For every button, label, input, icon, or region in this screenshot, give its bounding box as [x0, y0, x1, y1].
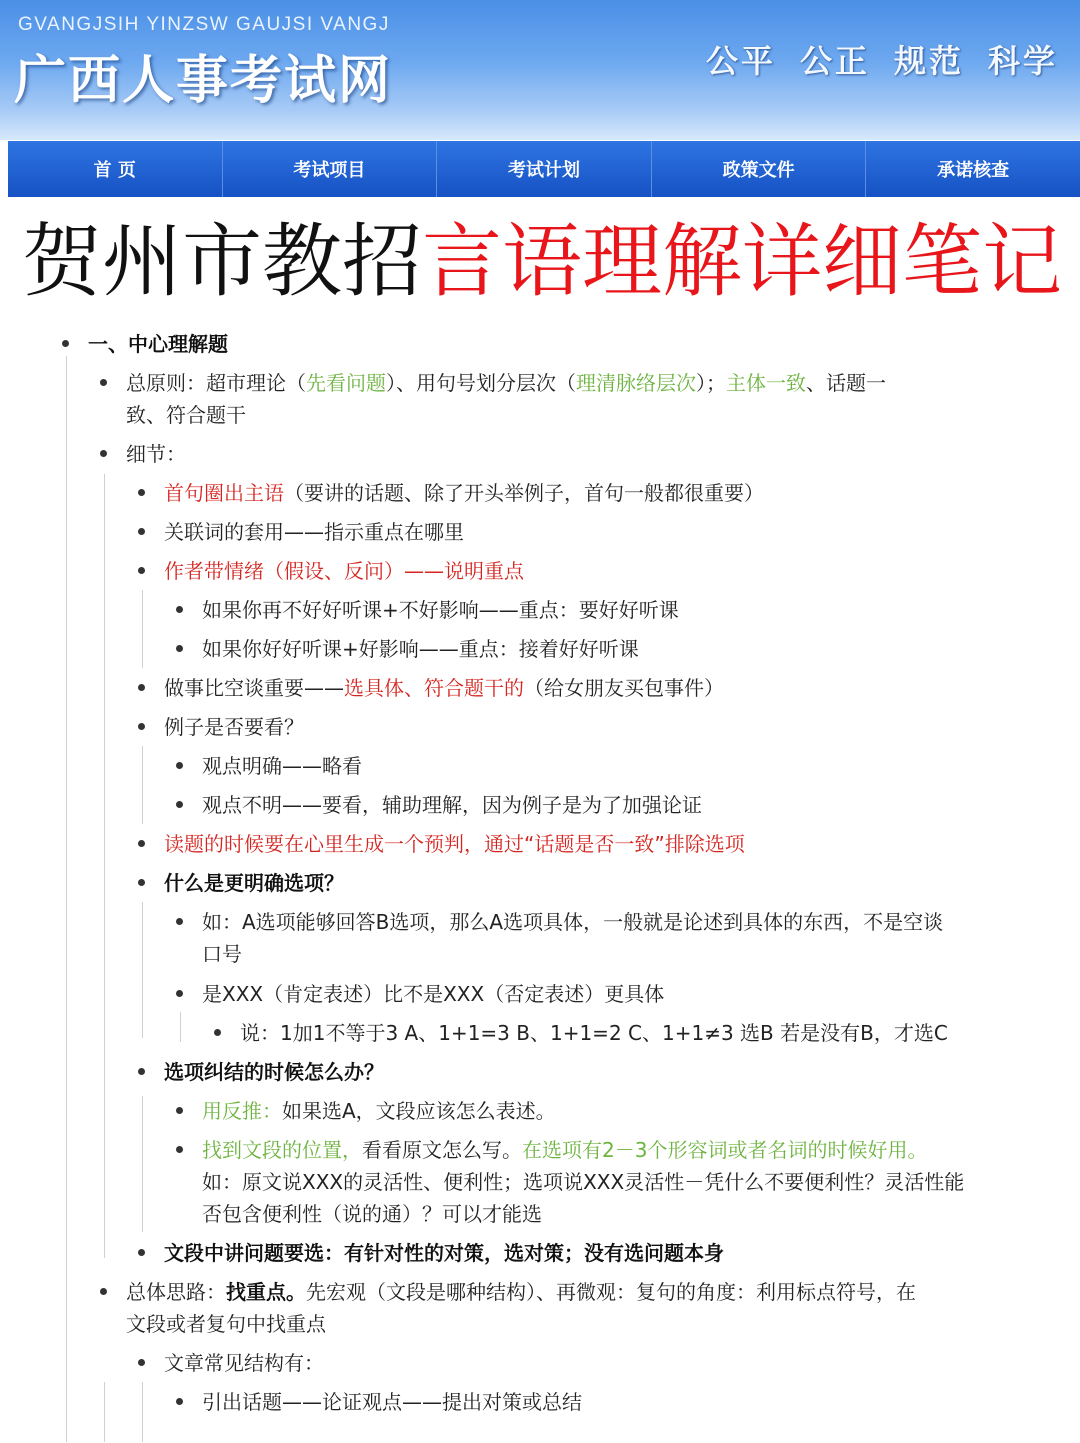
site-logo-text[interactable]: 广西人事考试网 [14, 50, 393, 111]
outline-guide-line [104, 1382, 105, 1442]
list-item-d3b: 如果你好好听课+好影响——重点：接着好好听课 [202, 637, 639, 661]
bullet-icon [176, 1398, 183, 1405]
list-item-details: 细节： [126, 442, 186, 466]
nav-item-home[interactable]: 首 页 [8, 141, 223, 197]
bullet-icon [100, 450, 107, 457]
nav-item-policy-documents[interactable]: 政策文件 [652, 141, 867, 197]
list-item-d8b-cont: 否包含便利性（说的通）？可以才能选 [202, 1202, 542, 1226]
list-item-d7: 什么是更明确选项？ [164, 871, 344, 895]
bullet-icon [176, 606, 183, 613]
nav-item-exam-plans[interactable]: 考试计划 [437, 141, 652, 197]
bullet-icon [138, 528, 145, 535]
bullet-icon [176, 762, 183, 769]
list-item-overall: 总体思路：找重点。先宏观（文段是哪种结构）、再微观：复句的角度：利用标点符号，在 [126, 1280, 916, 1304]
title-red: 言语理解详细笔记 [422, 215, 1062, 308]
outline-guide-line [180, 1012, 181, 1042]
slogan-word: 规范 [893, 42, 964, 80]
outline-guide-line [104, 474, 105, 1258]
site-header [0, 0, 1080, 140]
bullet-icon [62, 340, 69, 347]
bullet-icon [100, 1288, 107, 1295]
bullet-icon [138, 1249, 145, 1256]
list-item-d8a: 用反推：如果选A，文段应该怎么表述。 [202, 1099, 556, 1123]
nav-item-exam-projects[interactable]: 考试项目 [223, 141, 438, 197]
outline-guide-line [142, 746, 143, 824]
bullet-icon [176, 1146, 183, 1153]
bullet-icon [100, 379, 107, 386]
list-item-principle-cont: 致、符合题干 [126, 403, 246, 427]
list-item-d7a: 如：A选项能够回答B选项，那么A选项具体，一般就是论述到具体的东西，不是空谈 [202, 910, 944, 934]
bullet-icon [214, 1029, 221, 1036]
list-item-d5b: 观点不明——要看，辅助理解，因为例子是为了加强论证 [202, 793, 702, 817]
list-item-principle: 总原则：超市理论（先看问题）、用句号划分层次（理清脉络层次）；主体一致、话题一 [126, 371, 886, 395]
bullet-icon [138, 567, 145, 574]
slogan-word: 公正 [799, 42, 870, 80]
outline-guide-line [142, 590, 143, 668]
bullet-icon [138, 1359, 145, 1366]
list-item-s1: 引出话题——论证观点——提出对策或总结 [202, 1390, 582, 1414]
list-item-d8: 选项纠结的时候怎么办？ [164, 1060, 384, 1084]
outline-guide-line [142, 902, 143, 1038]
bullet-icon [138, 879, 145, 886]
outline-guide-line [142, 1382, 143, 1442]
list-item-d8b: 找到文段的位置，看看原文怎么写。在选项有2－3个形容词或者名词的时候好用。 [202, 1138, 928, 1162]
list-item-d9: 文段中讲问题要选：有针对性的对策，选对策；没有选问题本身 [164, 1241, 724, 1265]
nav-item-commitment-check[interactable]: 承诺核查 [866, 141, 1080, 197]
main-nav [8, 141, 1080, 197]
slogan-word: 科学 [987, 42, 1058, 80]
title-black: 贺州市教招 [22, 215, 422, 308]
bullet-icon [176, 990, 183, 997]
list-item-d3a: 如果你再不好好听课+不好影响——重点：要好好听课 [202, 598, 679, 622]
bullet-icon [138, 723, 145, 730]
list-item-d1: 首句圈出主语（要讲的话题、除了开头举例子，首句一般都很重要） [164, 481, 764, 505]
slogan-word: 公平 [705, 42, 776, 80]
list-item-d7c: 说：1加1不等于3 A、1+1=3 B、1+1=2 C、1+1≠3 选B 若是没有B，才选C [240, 1021, 948, 1045]
outline-guide-line [66, 356, 67, 1442]
bullet-icon [176, 1107, 183, 1114]
outline-guide-line [142, 1096, 143, 1232]
list-item-d7b: 是XXX（肯定表述）比不是XXX（否定表述）更具体 [202, 982, 665, 1006]
list-item-d7a-cont: 口号 [202, 942, 242, 966]
bullet-icon [176, 645, 183, 652]
list-item-structures: 文章常见结构有： [164, 1351, 324, 1375]
bullet-icon [176, 918, 183, 925]
bullet-icon [138, 684, 145, 691]
list-item-d2: 关联词的套用——指示重点在哪里 [164, 520, 464, 544]
list-item-d8b-cont: 如：原文说XXX的灵活性、便利性；选项说XXX灵活性－凭什么不要便利性？灵活性能 [202, 1170, 965, 1194]
bullet-icon [176, 801, 183, 808]
section-heading: 一、中心理解题 [88, 332, 228, 356]
list-item-d5a: 观点明确——略看 [202, 754, 362, 778]
list-item-d3: 作者带情绪（假设、反问）——说明重点 [164, 559, 524, 583]
list-item-d6: 读题的时候要在心里生成一个预判，通过“话题是否一致”排除选项 [164, 832, 745, 856]
list-item-d5: 例子是否要看？ [164, 715, 304, 739]
list-item-overall-cont: 文段或者复句中找重点 [126, 1312, 326, 1336]
page-title [22, 212, 1062, 312]
bullet-icon [138, 1068, 145, 1075]
bullet-icon [138, 840, 145, 847]
list-item-d4: 做事比空谈重要——选具体、符合题干的（给女朋友买包事件） [164, 676, 724, 700]
site-slogan [706, 36, 1058, 82]
bullet-icon [138, 489, 145, 496]
site-pinyin: GVANGJSIH YINZSW GAUJSI VANGJ [18, 14, 390, 35]
